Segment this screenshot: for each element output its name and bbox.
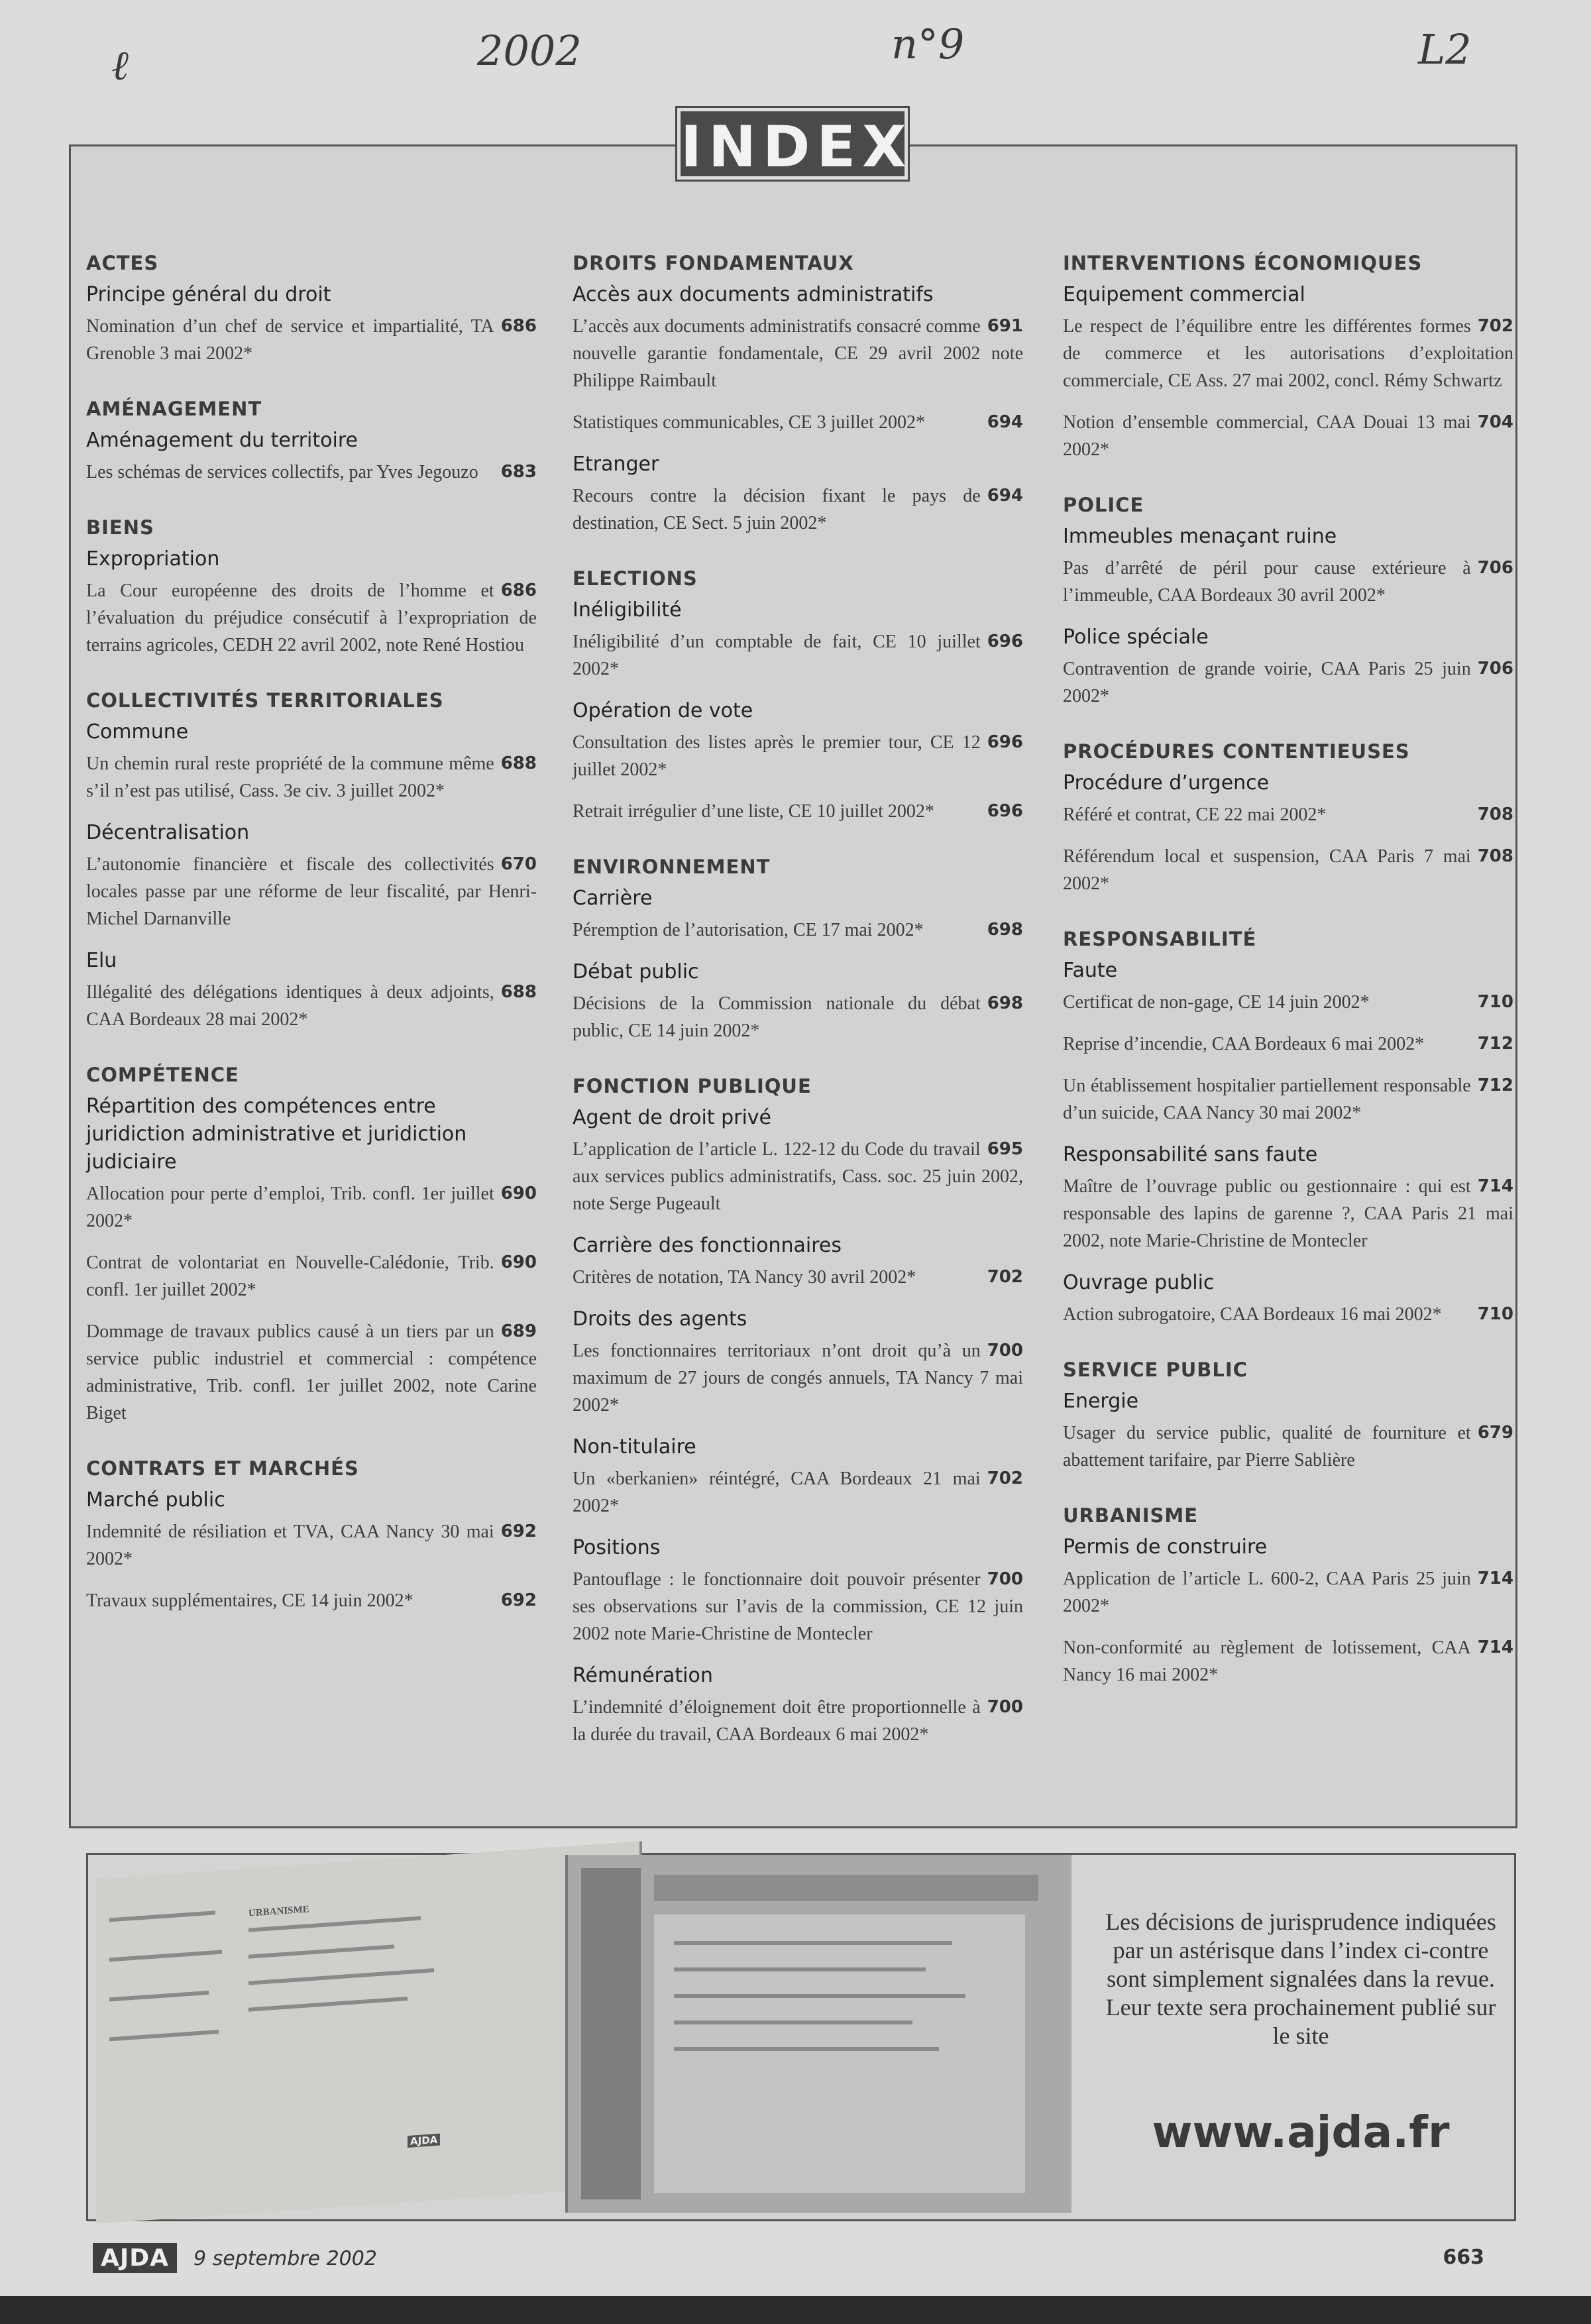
index-entry xyxy=(86,1587,537,1614)
entry-text: Certificat de non-gage, CE 14 juin 2002* xyxy=(1063,992,1370,1013)
entry-page-number: 702 xyxy=(987,1468,1023,1488)
subcategory-heading: Permis de construire xyxy=(1063,1535,1268,1559)
category-heading: BIENS xyxy=(86,516,154,539)
entry-page-number: 695 xyxy=(987,1139,1023,1159)
subcategory-heading: Inéligibilité xyxy=(573,598,682,622)
index-entry xyxy=(573,1566,1023,1647)
index-column-1 xyxy=(86,252,537,1645)
entry-page-number: 696 xyxy=(987,801,1023,821)
entry-page-number: 700 xyxy=(987,1341,1023,1360)
index-entry xyxy=(1063,409,1513,463)
entry-page-number: 679 xyxy=(1477,1423,1513,1443)
category-heading: COLLECTIVITÉS TERRITORIALES xyxy=(86,689,444,712)
entry-text: Allocation pour perte d’emploi, Trib. confl. 1er juillet 2002* xyxy=(86,1184,494,1231)
entry-page-number: 690 xyxy=(500,1252,537,1272)
entry-text: Application de l’article L. 600-2, CAA Paris 25 juin 2002* xyxy=(1063,1569,1471,1616)
index-column-3 xyxy=(1063,252,1513,1719)
index-entry xyxy=(1063,843,1513,897)
entry-text: Statistiques communicables, CE 3 juillet 2002* xyxy=(573,412,925,433)
entry-text: Critères de notation, TA Nancy 30 avril 2002* xyxy=(573,1267,916,1288)
website-link[interactable]: www.ajda.fr xyxy=(1152,2107,1450,2158)
index-entry xyxy=(1063,1301,1513,1328)
index-entry xyxy=(86,1180,537,1235)
index-entry xyxy=(86,979,537,1033)
category-heading: COMPÉTENCE xyxy=(86,1064,239,1086)
entry-text: Contravention de grande voirie, CAA Paris 25 juin 2002* xyxy=(1063,659,1471,706)
index-entry xyxy=(1063,1072,1513,1127)
thumbnail-heading: URBANISME xyxy=(248,1904,309,1919)
index-section xyxy=(1063,1358,1513,1474)
subcategory-heading: Opération de vote xyxy=(573,699,753,722)
subcategory-heading: Répartition des compétences entre juridiction administrative et juridiction judiciaire xyxy=(86,1095,467,1174)
index-section xyxy=(1063,494,1513,710)
index-entry xyxy=(1063,989,1513,1016)
index-entry xyxy=(1063,1634,1513,1688)
entry-text: La Cour européenne des droits de l’homme et l’évaluation du préjudice consécutif à l’expropriation de terrains agricoles, CEDH 22 avril 2002, note René Hostiou xyxy=(86,581,537,655)
entry-page-number: 686 xyxy=(500,581,537,600)
entry-page-number: 708 xyxy=(1477,846,1513,866)
entry-page-number: 714 xyxy=(1477,1637,1513,1657)
subcategory-heading: Responsabilité sans faute xyxy=(1063,1143,1318,1166)
subcategory-heading: Commune xyxy=(86,720,189,744)
index-entry xyxy=(573,482,1023,537)
index-entry xyxy=(573,1337,1023,1419)
index-entry xyxy=(1063,801,1513,828)
category-heading: CONTRATS ET MARCHÉS xyxy=(86,1457,359,1480)
subcategory-heading: Rémunération xyxy=(573,1664,713,1687)
index-section xyxy=(573,856,1023,1044)
entry-page-number: 710 xyxy=(1477,992,1513,1012)
index-section xyxy=(573,252,1023,537)
entry-text: Un «berkanien» réintégré, CAA Bordeaux 21 mai 2002* xyxy=(573,1468,981,1516)
entry-page-number: 683 xyxy=(500,462,537,482)
promo-box xyxy=(86,1853,1516,2221)
subcategory-heading: Carrière des fonctionnaires xyxy=(573,1234,842,1257)
index-entry xyxy=(1063,1565,1513,1620)
entry-page-number: 700 xyxy=(987,1569,1023,1589)
category-heading: INTERVENTIONS ÉCONOMIQUES xyxy=(1063,252,1423,274)
handwritten-mark-right: L2 xyxy=(1418,25,1472,74)
index-entry xyxy=(573,1694,1023,1748)
subcategory-heading: Marché public xyxy=(86,1488,225,1512)
entry-page-number: 702 xyxy=(1477,316,1513,336)
entry-text: Retrait irrégulier d’une liste, CE 10 juillet 2002* xyxy=(573,801,934,822)
subcategory-heading: Carrière xyxy=(573,887,653,910)
subcategory-heading: Energie xyxy=(1063,1390,1139,1413)
index-entry xyxy=(573,628,1023,683)
category-heading: ELECTIONS xyxy=(573,567,698,590)
subcategory-heading: Faute xyxy=(1063,959,1118,982)
entry-page-number: 692 xyxy=(500,1522,537,1541)
handwritten-number: n°9 xyxy=(891,20,965,68)
index-section xyxy=(1063,252,1513,463)
index-section xyxy=(86,516,537,659)
entry-text: L’autonomie financière et fiscale des collectivités locales passe par une réforme de leur fiscalité, par Henri-Michel Darnanville xyxy=(86,854,537,929)
thumbnail-logo: AJDA xyxy=(408,2134,440,2148)
entry-text: Pas d’arrêté de péril pour cause extérieure à l’immeuble, CAA Bordeaux 30 avril 2002* xyxy=(1063,558,1471,606)
index-entry xyxy=(86,750,537,804)
index-section xyxy=(1063,740,1513,897)
entry-page-number: 686 xyxy=(500,316,537,336)
entry-page-number: 710 xyxy=(1477,1304,1513,1324)
index-title: INDEX xyxy=(677,108,908,180)
index-entry xyxy=(573,1136,1023,1217)
category-heading: POLICE xyxy=(1063,494,1144,516)
index-section xyxy=(1063,1504,1513,1688)
entry-text: Référé et contrat, CE 22 mai 2002* xyxy=(1063,804,1327,825)
page-number: 663 xyxy=(1443,2246,1484,2269)
index-entry xyxy=(573,409,1023,436)
entry-page-number: 690 xyxy=(500,1184,537,1203)
index-entry xyxy=(573,1264,1023,1291)
page-footer xyxy=(93,2243,1511,2283)
subcategory-heading: Débat public xyxy=(573,960,699,983)
entry-page-number: 670 xyxy=(500,854,537,874)
entry-text: Notion d’ensemble commercial, CAA Douai 13 mai 2002* xyxy=(1063,412,1471,460)
entry-text: Action subrogatoire, CAA Bordeaux 16 mai 2002* xyxy=(1063,1304,1442,1325)
index-section xyxy=(86,398,537,486)
entry-page-number: 706 xyxy=(1477,558,1513,578)
index-entry xyxy=(573,990,1023,1044)
entry-text: Consultation des listes après le premier tour, CE 12 juillet 2002* xyxy=(573,732,981,780)
entry-text: L’accès aux documents administratifs consacré comme nouvelle garantie fondamentale, CE 29 avril 2002 note Philippe Raimbault xyxy=(573,316,1023,391)
index-entry xyxy=(86,1318,537,1427)
entry-text: Indemnité de résiliation et TVA, CAA Nancy 30 mai 2002* xyxy=(86,1522,494,1569)
entry-text: Illégalité des délégations identiques à deux adjoints, CAA Bordeaux 28 mai 2002* xyxy=(86,982,494,1030)
index-section xyxy=(86,689,537,1033)
entry-text: Décisions de la Commission nationale du débat public, CE 14 juin 2002* xyxy=(573,993,981,1041)
entry-text: Maître de l’ouvrage public ou gestionnaire : qui est responsable des lapins de garenne ?, CAA Paris 21 mai 2002, note Marie-Christine de Montecler xyxy=(1063,1176,1513,1251)
index-entry xyxy=(573,916,1023,944)
promo-text: Les décisions de jurisprudence indiquées par un astérisque dans l’index ci-contre sont simplement signalées dans la revue. Leur texte sera prochainement publié sur le site xyxy=(1105,1909,1496,2049)
entry-page-number: 706 xyxy=(1477,659,1513,679)
subcategory-heading: Agent de droit privé xyxy=(573,1106,771,1129)
subcategory-heading: Elu xyxy=(86,949,117,972)
subcategory-heading: Police spéciale xyxy=(1063,626,1209,649)
entry-page-number: 708 xyxy=(1477,804,1513,824)
index-column-2 xyxy=(573,252,1023,1779)
category-heading: PROCÉDURES CONTENTIEUSES xyxy=(1063,740,1410,763)
entry-text: Recours contre la décision fixant le pays de destination, CE Sect. 5 juin 2002* xyxy=(573,486,981,533)
entry-page-number: 700 xyxy=(987,1697,1023,1717)
category-heading: ENVIRONNEMENT xyxy=(573,856,771,878)
subcategory-heading: Positions xyxy=(573,1536,661,1559)
subcategory-heading: Procédure d’urgence xyxy=(1063,771,1270,795)
entry-text: Usager du service public, qualité de fourniture et abattement tarifaire, par Pierre Sablière xyxy=(1063,1423,1471,1470)
handwritten-mark-left: ℓ xyxy=(111,41,129,89)
subcategory-heading: Etranger xyxy=(573,453,659,476)
index-entry xyxy=(86,313,537,367)
index-entry xyxy=(86,1249,537,1303)
entry-text: Travaux supplémentaires, CE 14 juin 2002* xyxy=(86,1590,413,1611)
entry-text: Pantouflage : le fonctionnaire doit pouvoir présenter ses observations sur l’avis de la commission, CE 12 juin 2002 note Marie-Christine de Montecler xyxy=(573,1569,1023,1644)
entry-text: Le respect de l’équilibre entre les différentes formes de commerce et les autorisations d’exploitation commerciale, CE Ass. 27 mai 2002, concl. Rémy Schwartz xyxy=(1063,316,1513,391)
subcategory-heading: Ouvrage public xyxy=(1063,1271,1215,1294)
entry-page-number: 691 xyxy=(987,316,1023,336)
issue-date: 9 septembre 2002 xyxy=(193,2247,377,2270)
entry-page-number: 696 xyxy=(987,732,1023,752)
entry-page-number: 712 xyxy=(1477,1076,1513,1095)
entry-page-number: 692 xyxy=(500,1590,537,1610)
entry-page-number: 698 xyxy=(987,993,1023,1013)
entry-page-number: 704 xyxy=(1477,412,1513,432)
index-entry xyxy=(1063,655,1513,710)
entry-text: L’indemnité d’éloignement doit être proportionnelle à la durée du travail, CAA Bordeaux 6 mai 2002* xyxy=(573,1697,981,1745)
category-heading: FONCTION PUBLIQUE xyxy=(573,1075,812,1097)
category-heading: ACTES xyxy=(86,252,159,274)
index-entry xyxy=(86,459,537,486)
subcategory-heading: Accès aux documents administratifs xyxy=(573,283,934,306)
entry-page-number: 688 xyxy=(500,753,537,773)
handwritten-year: 2002 xyxy=(477,27,582,75)
index-entry xyxy=(1063,555,1513,609)
index-entry xyxy=(1063,1030,1513,1058)
index-section xyxy=(573,1075,1023,1748)
entry-text: Un établissement hospitalier partiellement responsable d’un suicide, CAA Nancy 30 mai 2002* xyxy=(1063,1076,1471,1123)
entry-text: Référendum local et suspension, CAA Paris 7 mai 2002* xyxy=(1063,846,1471,894)
scan-edge xyxy=(0,2296,1591,2324)
entry-text: Dommage de travaux publics causé à un tiers par un service public industriel et commercial : compétence administrative, Trib. confl. 1er juillet 2002, note Carine Biget xyxy=(86,1321,537,1423)
entry-text: L’application de l’article L. 122-12 du Code du travail aux services publics administratifs, Cass. soc. 25 juin 2002, note Serge Pugeault xyxy=(573,1139,1023,1214)
entry-text: Les fonctionnaires territoriaux n’ont droit qu’à un maximum de 27 jours de congés annuels, TA Nancy 7 mai 2002* xyxy=(573,1341,1023,1415)
entry-page-number: 698 xyxy=(987,920,1023,940)
subcategory-heading: Principe général du droit xyxy=(86,283,331,306)
index-entry xyxy=(86,577,537,659)
subcategory-heading: Droits des agents xyxy=(573,1307,747,1331)
index-entry xyxy=(1063,1419,1513,1474)
index-section xyxy=(86,1064,537,1427)
subcategory-heading: Aménagement du territoire xyxy=(86,429,358,452)
index-entry xyxy=(573,313,1023,394)
website-screenshot xyxy=(565,1855,1071,2213)
entry-text: Péremption de l’autorisation, CE 17 mai 2002* xyxy=(573,920,924,940)
entry-page-number: 696 xyxy=(987,632,1023,651)
entry-text: Les schémas de services collectifs, par Yves Jegouzo xyxy=(86,462,478,482)
index-section xyxy=(86,252,537,367)
entry-text: Un chemin rural reste propriété de la commune même s’il n’est pas utilisé, Cass. 3e civ. 3 juillet 2002* xyxy=(86,753,494,801)
category-heading: URBANISME xyxy=(1063,1504,1199,1527)
entry-page-number: 694 xyxy=(987,412,1023,432)
entry-page-number: 714 xyxy=(1477,1176,1513,1196)
entry-text: Non-conformité au règlement de lotissement, CAA Nancy 16 mai 2002* xyxy=(1063,1637,1471,1685)
index-entry xyxy=(86,851,537,932)
category-heading: DROITS FONDAMENTAUX xyxy=(573,252,854,274)
index-entry xyxy=(86,1518,537,1573)
index-entry xyxy=(573,1465,1023,1520)
index-entry xyxy=(573,798,1023,825)
entry-page-number: 694 xyxy=(987,486,1023,506)
entry-page-number: 714 xyxy=(1477,1569,1513,1588)
index-section xyxy=(1063,928,1513,1328)
subcategory-heading: Non-titulaire xyxy=(573,1435,696,1459)
category-heading: AMÉNAGEMENT xyxy=(86,398,262,420)
journal-page-thumbnail xyxy=(96,1841,642,2224)
index-entry xyxy=(1063,313,1513,394)
index-section xyxy=(573,567,1023,825)
entry-text: Inéligibilité d’un comptable de fait, CE 10 juillet 2002* xyxy=(573,632,981,679)
entry-text: Contrat de volontariat en Nouvelle-Calédonie, Trib. confl. 1er juillet 2002* xyxy=(86,1252,494,1300)
category-heading: SERVICE PUBLIC xyxy=(1063,1358,1248,1381)
index-entry xyxy=(1063,1173,1513,1254)
index-entry xyxy=(573,729,1023,783)
entry-page-number: 688 xyxy=(500,982,537,1002)
journal-logo: AJDA xyxy=(93,2243,177,2273)
entry-page-number: 689 xyxy=(500,1321,537,1341)
subcategory-heading: Equipement commercial xyxy=(1063,283,1305,306)
category-heading: RESPONSABILITÉ xyxy=(1063,928,1257,950)
entry-page-number: 702 xyxy=(987,1267,1023,1287)
subcategory-heading: Expropriation xyxy=(86,547,220,571)
entry-text: Nomination d’un chef de service et impartialité, TA Grenoble 3 mai 2002* xyxy=(86,316,494,364)
subcategory-heading: Immeubles menaçant ruine xyxy=(1063,525,1337,548)
subcategory-heading: Décentralisation xyxy=(86,821,250,844)
entry-text: Reprise d’incendie, CAA Bordeaux 6 mai 2002* xyxy=(1063,1034,1425,1054)
entry-page-number: 712 xyxy=(1477,1034,1513,1054)
index-section xyxy=(86,1457,537,1614)
